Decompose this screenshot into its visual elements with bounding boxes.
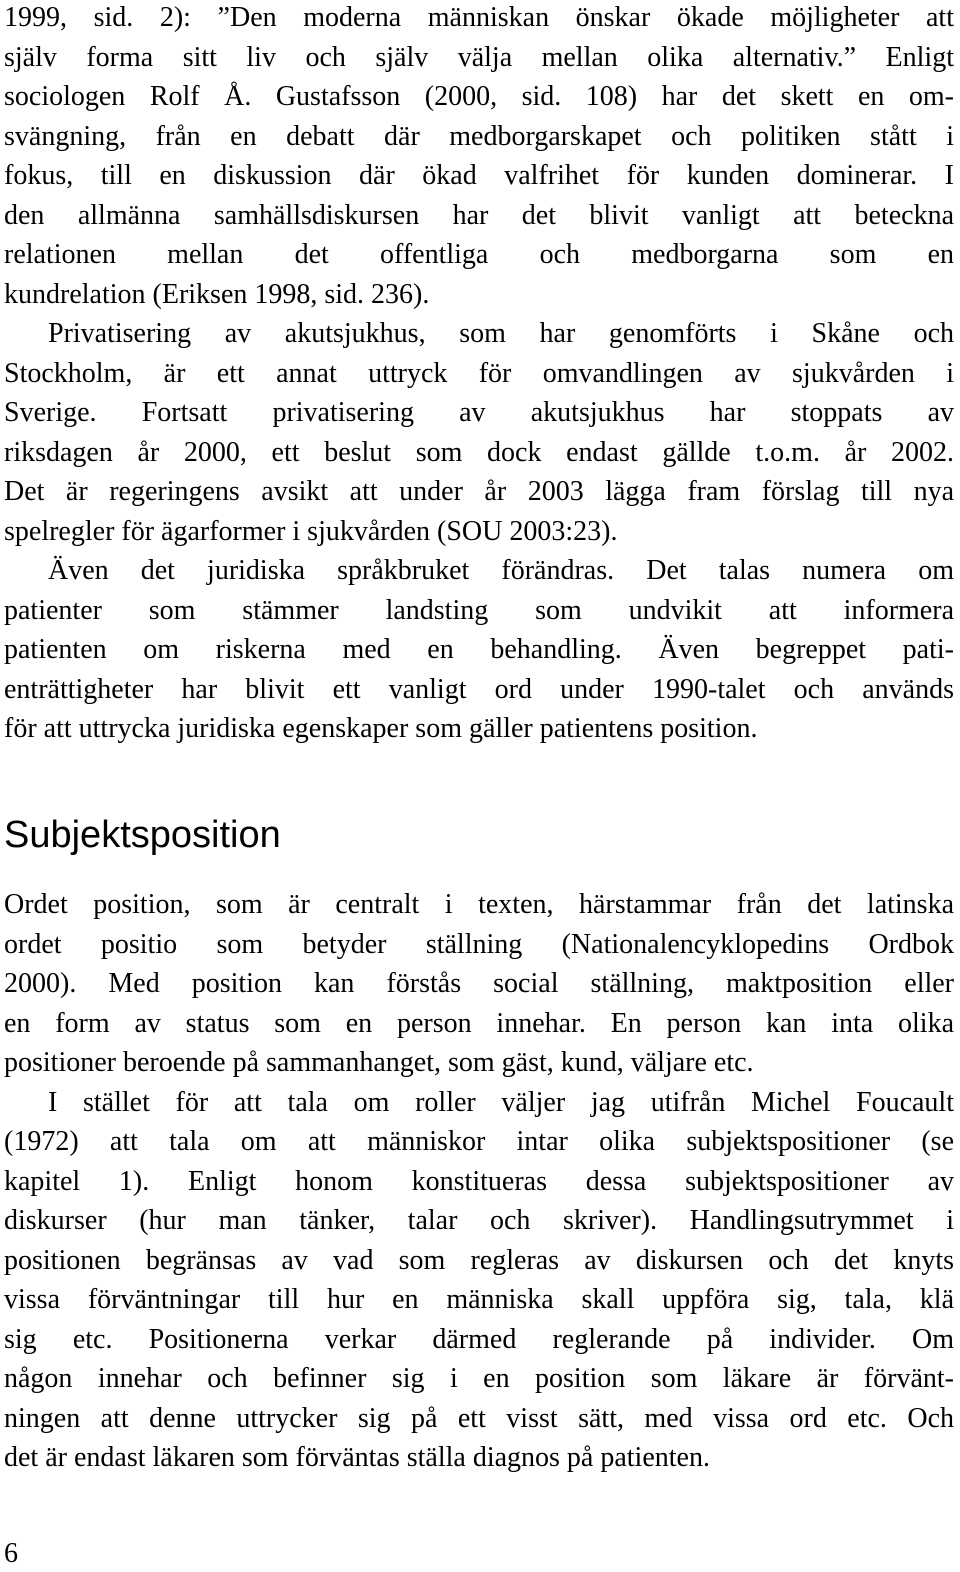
text-line: 2000). Med position kan förstås social ställning, maktposition eller xyxy=(4,968,954,999)
text-line: själv forma sitt liv och själv välja mellan olika alternativ.” Enligt xyxy=(4,41,954,73)
text-line: Det är regeringens avsikt att under år 2003 lägga fram förslag till nya xyxy=(4,476,954,507)
text-line: ningen att denne uttrycker sig på ett visst sätt, med vissa ord etc. Och xyxy=(4,1402,954,1434)
text-line: någon innehar och befinner sig i en position som läkare är förvänt- xyxy=(4,1363,954,1394)
text-line: (1972) att tala om att människor intar olika subjektspositioner (se xyxy=(4,1126,954,1157)
text-line: spelregler för ägarformer i sjukvården (SOU 2003:23). xyxy=(4,515,618,547)
text-line: fokus, till en diskussion där ökad valfrihet för kunden dominerar. I xyxy=(4,160,954,191)
body-text-section xyxy=(4,885,954,1478)
text-line: en form av status som en person innehar. En person kan inta olika xyxy=(4,1007,954,1039)
text-line: sociologen Rolf Å. Gustafsson (2000, sid. 108) har det skett en om- xyxy=(4,81,954,112)
text-line: den allmänna samhällsdiskursen har det blivit vanligt att beteckna xyxy=(4,199,954,231)
section-heading: Subjektsposition xyxy=(4,814,281,856)
text-line: ordet positio som betyder ställning (Nationalencyklopedins Ordbok xyxy=(4,928,954,960)
text-line: patienter som stämmer landsting som undvikit att informera xyxy=(4,594,954,626)
text-line: Även det juridiska språkbruket förändras. Det talas numera om xyxy=(48,555,954,586)
text-line: svängning, från en debatt där medborgarskapet och politiken stått i xyxy=(4,120,954,152)
text-line: positionen begränsas av vad som regleras av diskursen och det knyts xyxy=(4,1244,954,1276)
text-line: vissa förväntningar till hur en människa skall uppföra sig, tala, klä xyxy=(4,1284,954,1315)
text-line: positioner beroende på sammanhanget, som gäst, kund, väljare etc. xyxy=(4,1047,754,1078)
text-line: det är endast läkaren som förväntas ställa diagnos på patienten. xyxy=(4,1442,710,1473)
text-line: sig etc. Positionerna verkar därmed reglerande på individer. Om xyxy=(4,1323,954,1355)
text-line: relationen mellan det offentliga och medborgarna som en xyxy=(4,239,954,270)
text-line: Sverige. Fortsatt privatisering av akutsjukhus har stoppats av xyxy=(4,397,954,428)
body-text-top xyxy=(4,0,954,749)
text-line: Privatisering av akutsjukhus, som har genomförts i Skåne och xyxy=(48,318,954,349)
text-line: Ordet position, som är centralt i texten, härstammar från det latinska xyxy=(4,889,954,920)
text-line: 1999, sid. 2): ”Den moderna människan önskar ökade möjligheter att xyxy=(4,2,954,33)
text-line: kundrelation (Eriksen 1998, sid. 236). xyxy=(4,278,430,310)
text-line: enträttigheter har blivit ett vanligt ord under 1990-talet och används xyxy=(4,673,954,705)
text-line: diskurser (hur man tänker, talar och skriver). Handlingsutrymmet i xyxy=(4,1205,954,1236)
page-number: 6 xyxy=(4,1538,18,1569)
text-line: kapitel 1). Enligt honom konstitueras dessa subjektspositioner av xyxy=(4,1165,954,1197)
text-line: I stället för att tala om roller väljer jag utifrån Michel Foucault xyxy=(48,1086,954,1118)
text-line: riksdagen år 2000, ett beslut som dock endast gällde t.o.m. år 2002. xyxy=(4,436,954,468)
text-line: för att uttrycka juridiska egenskaper som gäller patientens position. xyxy=(4,713,758,744)
text-line: patienten om riskerna med en behandling. Även begreppet pati- xyxy=(4,634,954,665)
text-line: Stockholm, är ett annat uttryck för omvandlingen av sjukvården i xyxy=(4,357,954,389)
